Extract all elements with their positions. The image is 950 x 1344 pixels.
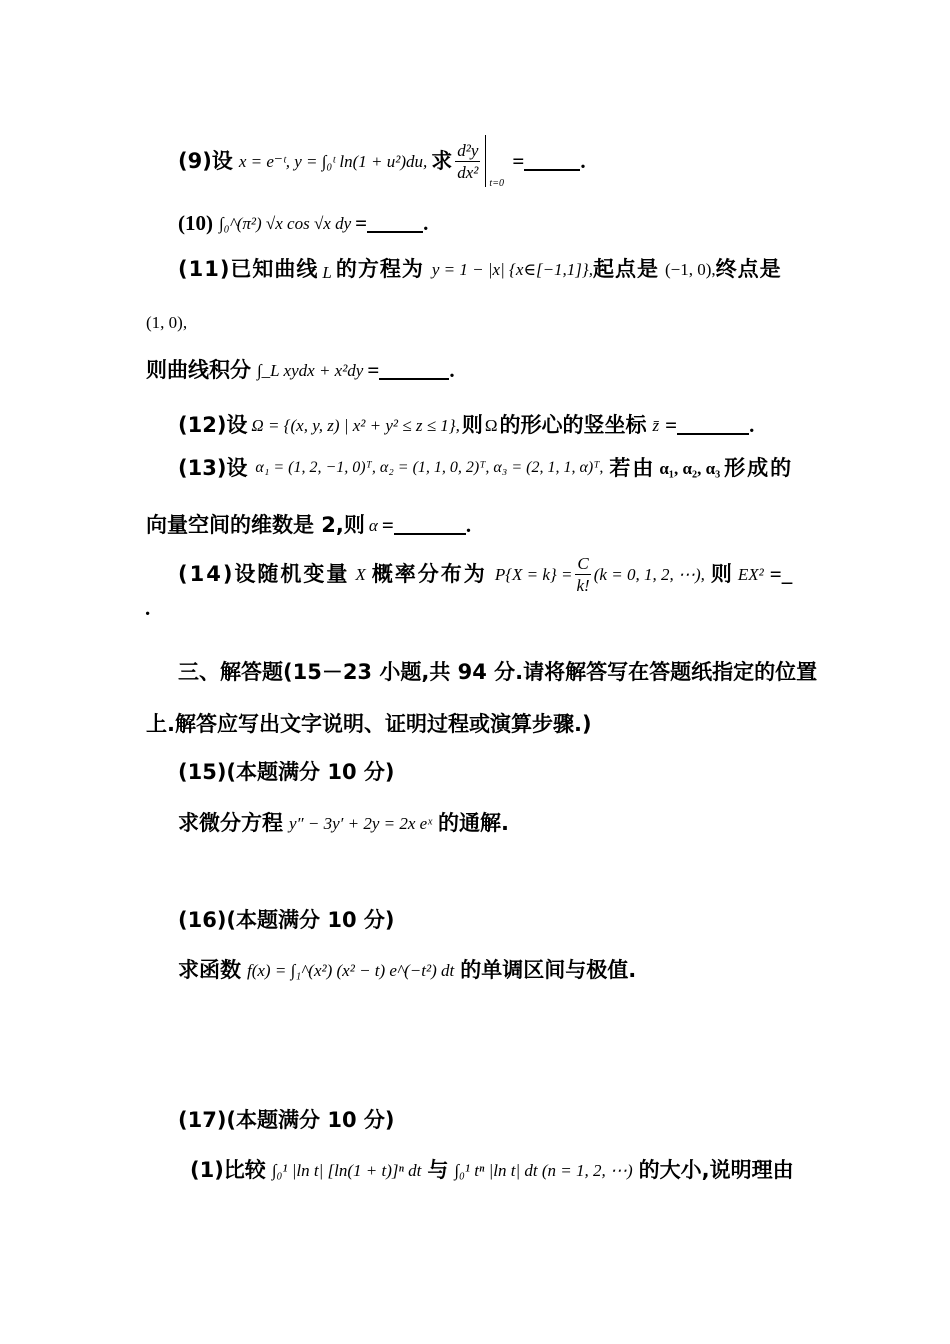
q11-end: (1, 0), (146, 313, 188, 332)
q14-formula-b: (k = 0, 1, 2, ⋯), (593, 564, 705, 584)
q14-equals: =_ (769, 561, 793, 586)
q9-eval-at: t=0 (489, 178, 504, 189)
q12-answer-blank (677, 415, 749, 435)
q9-answer-blank (524, 151, 580, 171)
question-10: (10) ∫₀^(π²) √x cos √x dy = . (178, 210, 429, 235)
q17-text2: 与 (427, 1157, 449, 1182)
q9-frac-top: d²y (457, 140, 479, 160)
question-12: (12)设 Ω = {(x, y, z) | x² + y² ≤ z ≤ 1}, 则 Ω 的形心的竖坐标 z̄ = . (178, 412, 755, 437)
q14-formula-a: P{X = k} = (494, 564, 573, 584)
q14-trail: . (145, 596, 151, 620)
q11-answer-blank (379, 360, 449, 380)
q10-formula: ∫₀^(π²) √x cos √x dy (219, 213, 352, 233)
q13-vecs: α₁, α₂, α₃ (659, 458, 721, 478)
q16-text2: 的单调区间与极值. (460, 957, 637, 982)
q13-text3: 形成的 (724, 455, 794, 480)
q10-label: (10) (178, 210, 213, 235)
q11-text2: 的方程为 (335, 256, 424, 281)
q12-label: (12)设 (178, 412, 248, 437)
question-9: (9)设 x = e⁻ᵗ, y = ∫₀ᵗ ln(1 + u²)du, 求 $\frac{\text{d²y}}{\text{dx²}}$ t=0 = . (178, 131, 586, 191)
q16-formula: f(x) = ∫₁^(x²) (x² − t) e^(−t²) dt (247, 960, 455, 980)
q11-text3: 起点是 (592, 256, 659, 281)
q15-body (178, 808, 509, 838)
q14-text2: 概率分布为 (371, 561, 487, 586)
q15-text2: 的通解. (438, 810, 509, 835)
q15-header: (15)(本题满分 10 分) (178, 760, 395, 784)
q12-text3: 的形心的竖坐标 (499, 412, 647, 437)
q14-frac-bot: k! (576, 575, 590, 595)
q13-label: (13)设 (178, 455, 248, 480)
section3-line2: 上.解答应写出文字说明、证明过程或演算步骤.) (146, 712, 592, 736)
q17-header: (17)(本题满分 10 分) (178, 1108, 395, 1132)
q12-equals: = (665, 412, 678, 437)
q11-line2: 则曲线积分 ∫_L xydx + x²dy = . (146, 357, 455, 382)
q14-var: X (355, 564, 366, 584)
section3-line1: 三、解答题(15－23 小题,共 94 分.请将解答写在答题纸指定的位置 (178, 660, 818, 684)
q13-text2: 若由 (609, 455, 656, 480)
q9-frac-bot: dx² (457, 162, 479, 182)
q9-formula: x = e⁻ᵗ, y = ∫₀ᵗ ln(1 + u²)du, (238, 151, 428, 171)
q12-omega: Ω (484, 415, 498, 435)
q17-body (190, 1150, 794, 1190)
q14-label: (14)设随机变量 (178, 561, 350, 586)
q13-alpha: α (368, 515, 378, 535)
q13-formula: α₁ = (1, 2, −1, 0)ᵀ, α₂ = (1, 1, 0, 2)ᵀ, α₃ = (2, 1, 1, α)ᵀ, (255, 459, 604, 476)
q15-formula: y″ − 3y′ + 2y = 2x eˣ (289, 813, 432, 833)
q9-ask: 求 (431, 148, 453, 173)
q15-text1: 求微分方程 (178, 810, 283, 835)
q11-formula: y = 1 − |x| {x∈[−1,1]}, (431, 259, 593, 279)
q13-answer-blank (394, 515, 466, 535)
q16-header: (16)(本题满分 10 分) (178, 908, 395, 932)
q11-integral: ∫_L xydx + x²dy (257, 360, 364, 380)
q12-zbar: z̄ (652, 415, 660, 435)
q17-text1: (1)比较 (190, 1157, 266, 1182)
q17-formula2: ∫₀¹ tⁿ |ln t| dt (n = 1, 2, ⋯) (454, 1160, 633, 1180)
q12-text2: 则 (461, 412, 483, 437)
q11-text4: 终点是 (715, 256, 782, 281)
question-14 (178, 549, 792, 599)
q13-equals: = (381, 512, 394, 537)
q14-text3: 则 (710, 561, 732, 586)
q9-equals: = (512, 148, 525, 173)
q9-evaluation-bar (485, 135, 504, 189)
q14-ex: EX² (737, 564, 764, 584)
q17-formula1: ∫₀¹ |ln t| [ln(1 + t)]ⁿ dt (271, 1160, 422, 1180)
q11-line2-text: 则曲线积分 (146, 357, 251, 382)
q11-equals: = (367, 357, 380, 382)
q16-body (178, 954, 636, 986)
q14-frac-top: C (577, 553, 589, 573)
q11-curve: L (322, 262, 332, 282)
question-13 (178, 451, 793, 485)
q12-formula: Ω = {(x, y, z) | x² + y² ≤ z ≤ 1}, (251, 415, 460, 435)
q16-text1: 求函数 (178, 957, 241, 982)
q17-text3: 的大小,说明理由 (638, 1157, 794, 1182)
q9-label: (9)设 (178, 148, 233, 173)
q10-answer-blank (367, 213, 423, 233)
q11-label: (11)已知曲线 (178, 256, 319, 281)
question-11 (178, 254, 782, 284)
q14-fraction (575, 555, 590, 594)
q13-line2-text: 向量空间的维数是 2,则 (146, 512, 365, 537)
q9-derivative-fraction (455, 142, 480, 181)
q10-equals: = (355, 210, 368, 235)
q13-line2: 向量空间的维数是 2,则 α = . (146, 512, 472, 537)
q11-start: (−1, 0), (664, 259, 716, 279)
